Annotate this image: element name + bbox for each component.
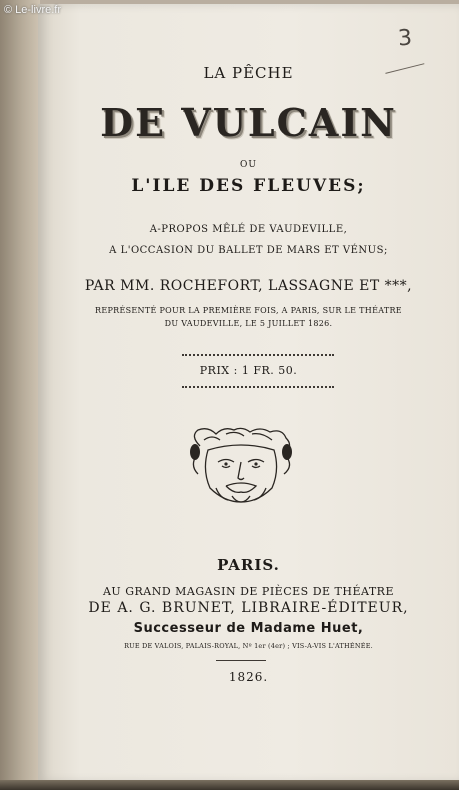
imprint-city: PARIS. <box>217 556 280 574</box>
imprint-line-1: AU GRAND MAGASIN DE PIÈCES DE THÉATRE <box>102 585 394 598</box>
mask-head-engraving-icon <box>186 426 296 504</box>
subtitle: L'ILE DES FLEUVES; <box>131 176 366 196</box>
description-line-2: A L'OCCASION DU BALLET DE MARS ET VÉNUS; <box>109 245 388 256</box>
imprint-rule <box>216 660 266 661</box>
page-bottom-edge <box>0 780 459 790</box>
description-line-1: A-PROPOS MÊLÉ DE VAUDEVILLE, <box>149 224 348 235</box>
title-small: LA PÊCHE <box>203 64 294 82</box>
title-conjunction: OU <box>240 160 257 170</box>
performance-line-2: DU VAUDEVILLE, LE 5 JUILLET 1826. <box>164 319 333 328</box>
dotted-rule-top <box>182 354 334 356</box>
pen-mark: 3 <box>397 25 413 52</box>
imprint-line-3: Successeur de Madame Huet, <box>133 621 364 636</box>
imprint-address: RUE DE VALOIS, PALAIS-ROYAL, Nº 1er (4er) ; VIS-A-VIS L'ATHÉNÉE. <box>124 642 373 650</box>
price: PRIX : 1 FR. 50. <box>199 364 298 377</box>
dotted-rule-bottom <box>182 386 334 388</box>
title-main: DE VULCAIN <box>100 100 397 145</box>
watermark: © Le-livre.fr <box>4 4 62 16</box>
book-spine <box>0 0 40 790</box>
imprint-line-2: DE A. G. BRUNET, LIBRAIRE-ÉDITEUR, <box>88 600 409 616</box>
imprint-year: 1826. <box>228 670 269 684</box>
authors: PAR MM. ROCHEFORT, LASSAGNE ET ***, <box>84 278 413 294</box>
performance-line-1: REPRÉSENTÉ POUR LA PREMIÈRE FOIS, A PARIS, SUR LE THÉATRE <box>95 306 402 315</box>
